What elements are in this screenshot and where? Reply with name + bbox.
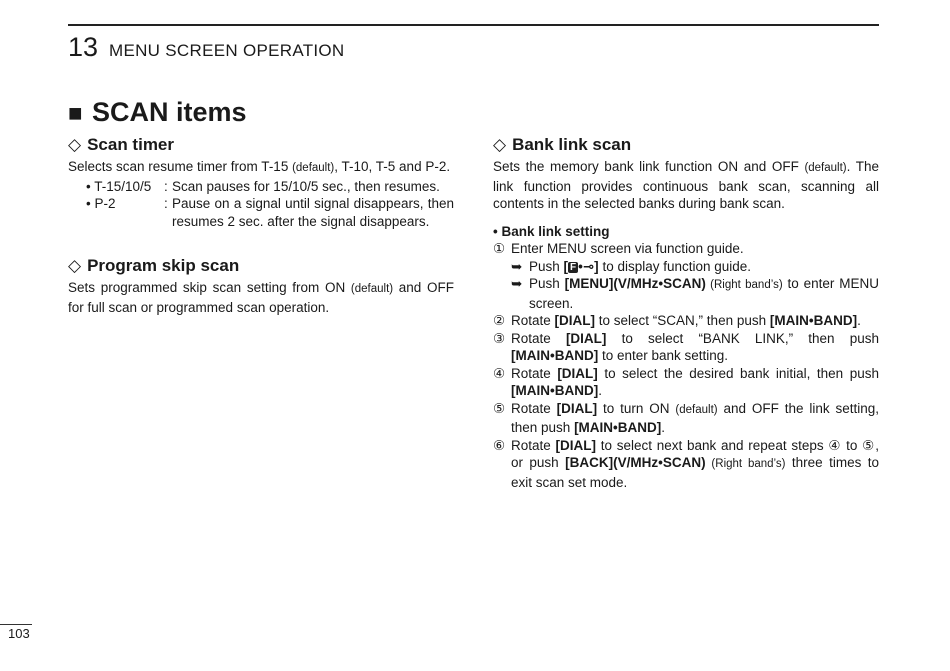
list-item (493, 400, 879, 437)
option-description: Scan pauses for 15/10/5 sec., then resumes. (172, 178, 440, 194)
step-subline: Push [MENU](V/MHz•SCAN) (Right band’s) to enter MENU screen. (529, 276, 880, 311)
step-text: Rotate [DIAL] to select the desired bank initial, then push [MAIN•BAND]. (511, 365, 879, 398)
section-title-text: SCAN items (92, 97, 247, 127)
step-subline: Push [ F •⊸] to display function guide. (529, 258, 752, 274)
arrow-icon: ➥ (511, 258, 523, 274)
scan-timer-intro: Selects scan resume timer from T-15 (default), T-10, T-5 and P-2. (68, 159, 451, 174)
step-text: Rotate [DIAL] to select “BANK LINK,” then push [MAIN•BAND] to enter bank setting. (511, 330, 879, 363)
list-item (68, 195, 454, 230)
bank-link-heading: ◇ Bank link scan (493, 135, 632, 154)
option-separator: : (164, 178, 168, 194)
diamond-icon: ◇ (68, 135, 82, 154)
step-text: Enter MENU screen via function guide. (511, 241, 744, 256)
bank-link-steps (493, 240, 879, 491)
header-rule (68, 24, 879, 26)
list-item (493, 330, 879, 365)
program-skip-heading: ◇ Program skip scan (68, 256, 240, 275)
arrow-icon: ➥ (511, 276, 523, 291)
footer-rule (0, 624, 32, 625)
option-description: Pause on a signal until signal disappears, then resumes 2 sec. after the signal disappears. (172, 196, 454, 229)
square-bullet-icon: ■ (68, 100, 83, 127)
step-number: ① (493, 241, 506, 256)
step-text: Rotate [DIAL] to select “SCAN,” then push [MAIN•BAND]. (511, 313, 861, 328)
option-term: • T-15/10/5 (86, 178, 152, 194)
scan-timer-heading: ◇ Scan timer (68, 135, 175, 154)
list-item (493, 240, 879, 312)
bank-link-intro: Sets the memory bank link function ON and OFF (default). The link function provides continuous bank scan, scanning all contents in the selected banks during bank scan. (493, 159, 879, 211)
bank-link-setting-heading: • Bank link setting (493, 223, 610, 239)
list-item (493, 312, 879, 330)
diamond-icon: ◇ (68, 256, 82, 275)
diamond-icon: ◇ (493, 135, 507, 154)
step-text: Rotate [DIAL] to turn ON (default) and OFF the link setting, then push [MAIN•BAND]. (511, 400, 879, 435)
page-number: 103 (8, 626, 30, 641)
function-key-icon: F (570, 261, 577, 273)
step-number: ④ (493, 365, 506, 381)
chapter-number: 13 (68, 32, 99, 62)
chapter-title: MENU SCREEN OPERATION (109, 41, 345, 60)
list-item (493, 365, 879, 400)
program-skip-text: Sets programmed skip scan setting from ON (default) and OFF for full scan or programmed scan operation. (68, 280, 454, 315)
list-item (68, 178, 454, 196)
option-term: • P-2 (86, 196, 116, 211)
step-number: ⑥ (493, 437, 506, 453)
step-number: ⑤ (493, 400, 506, 416)
list-item (493, 437, 879, 492)
left-column (68, 133, 454, 316)
step-number: ③ (493, 330, 506, 346)
right-column (493, 133, 879, 491)
step-text: Rotate [DIAL] to select next bank and repeat steps ④ to ⑤, or push [BACK](V/MHz•SCAN) (Right band’s) three times to exit scan set mode. (511, 437, 880, 490)
step-number: ② (493, 313, 506, 328)
option-separator: : (164, 196, 168, 211)
section-title (68, 96, 247, 130)
scan-timer-options (68, 178, 454, 231)
